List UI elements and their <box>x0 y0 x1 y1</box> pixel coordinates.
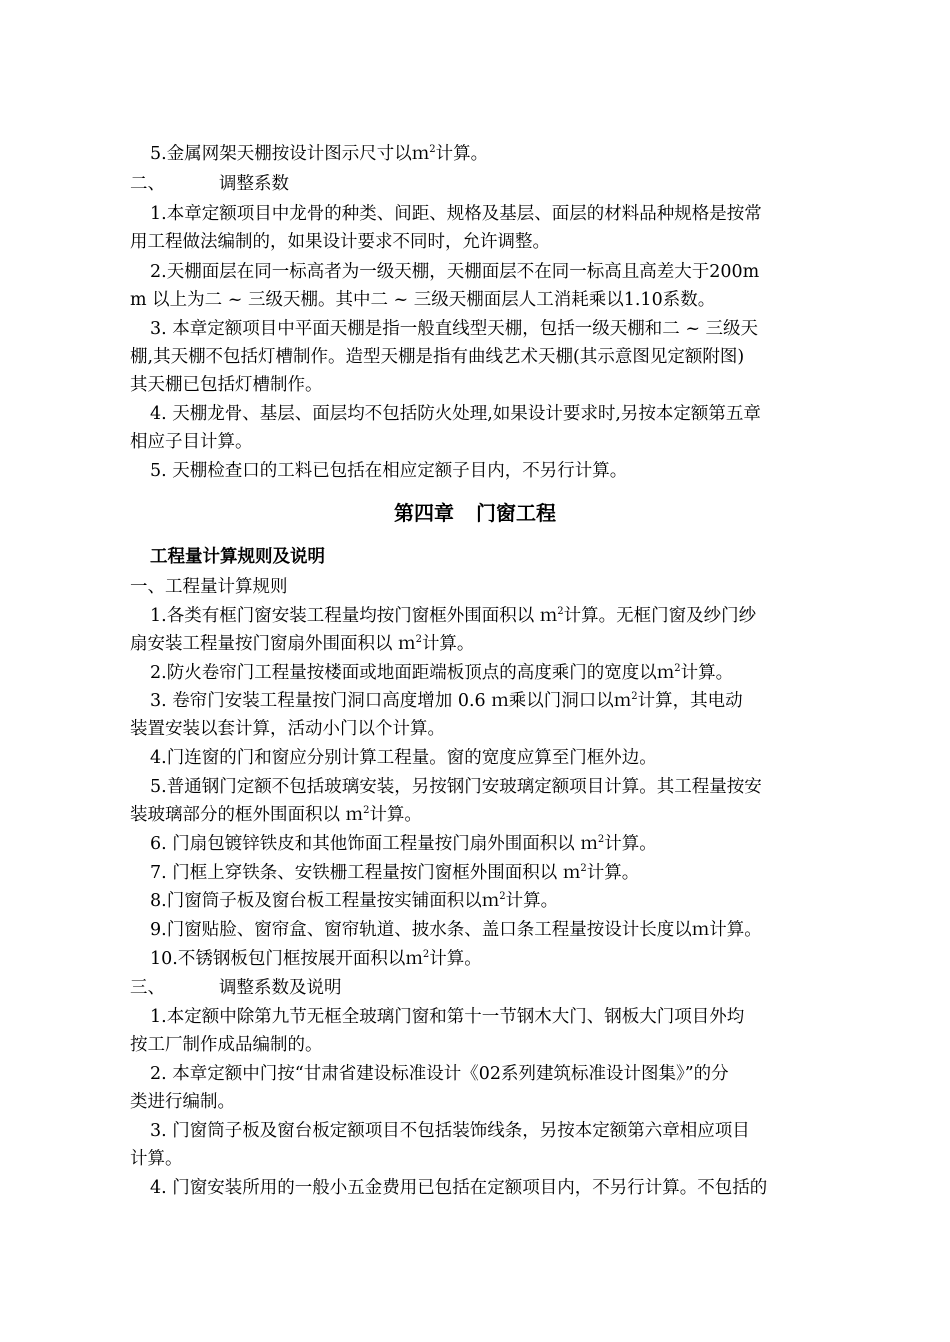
paragraph-line: 3. 门窗筒子板及窗台板定额项目不包括装饰线条，另按本定额第六章相应项目 <box>150 1121 750 1141</box>
text: 扇安装工程量按门窗扇外围面积以 ｍ <box>130 634 416 654</box>
paragraph-line: 2. 本章定额中门按“甘肃省建设标准设计《02系列建筑标准设计图集》”的分 <box>150 1064 729 1084</box>
superscript: 2 <box>429 144 436 156</box>
text: 6. 门扇包镀锌铁皮和其他饰面工程量按门扇外围面积以 ｍ <box>150 834 598 854</box>
paragraph-line <box>150 890 558 912</box>
superscript: 2 <box>674 663 681 675</box>
paragraph-line: 4.门连窗的门和窗应分别计算工程量。窗的宽度应算至门框外边。 <box>150 748 657 768</box>
paragraph-line: 装置安装以套计算，活动小门以个计算。 <box>130 719 445 739</box>
paragraph-line: 3. 本章定额项目中平面天棚是指一般直线型天棚，包括一级天棚和二 ~ 三级天 <box>150 319 759 339</box>
paragraph-line <box>130 804 422 826</box>
text: 7. 门框上穿铁条、安铁栅工程量按门窗框外围面积以 ｍ <box>150 863 581 883</box>
text: 计算。无框门窗及纱门纱 <box>563 606 757 626</box>
paragraph-line: 5.普通钢门定额不包括玻璃安装，另按钢门安玻璃定额项目计算。其工程量按安 <box>150 777 762 797</box>
text: 计算。 <box>680 663 734 683</box>
paragraph-line: 计算。 <box>130 1149 183 1169</box>
heading-calc-rules: 一、工程量计算规则 <box>130 577 288 597</box>
paragraph-line <box>150 862 639 884</box>
chapter-title <box>0 500 950 526</box>
subheading: 工程量计算规则及说明 <box>150 547 325 567</box>
paragraph-line: 类进行编制。 <box>130 1092 235 1112</box>
heading-number: 二、 <box>130 174 165 194</box>
paragraph-line <box>130 633 474 655</box>
text: 5.金属网架天棚按设计图示尺寸以ｍ <box>150 144 430 164</box>
text: 8.门窗筒子板及窗台板工程量按实铺面积以ｍ <box>150 891 500 911</box>
heading-adjust-coefficients <box>130 173 289 195</box>
text: 计算，其电动 <box>637 691 743 711</box>
text: 计算。 <box>429 949 482 969</box>
superscript: 2 <box>557 606 564 618</box>
superscript: 2 <box>422 949 430 961</box>
heading-text: 调整系数 <box>219 174 289 194</box>
text: 1.各类有框门窗安装工程量均按门窗框外围面积以 ｍ <box>150 606 558 626</box>
paragraph-line: 4. 门窗安装所用的一般小五金费用已包括在定额项目内，不另行计算。不包括的 <box>150 1178 768 1198</box>
chapter-number: 第四章 <box>394 501 454 525</box>
text: 10.不锈钢板包门框按展开面积以ｍ <box>150 949 423 969</box>
paragraph-line <box>150 662 733 684</box>
paragraph-line: 2.天棚面层在同一标高者为一级天棚，天棚面层不在同一标高且高差大于200m <box>150 262 760 282</box>
paragraph-line: 用工程做法编制的，如果设计要求不同时，允许调整。 <box>130 232 550 252</box>
paragraph-line: 5. 天棚检查口的工料已包括在相应定额子目内，不另行计算。 <box>150 461 628 481</box>
paragraph-line <box>150 948 482 970</box>
paragraph-line <box>150 833 657 855</box>
text: 计算。 <box>586 863 640 883</box>
paragraph-line: 按工厂制作成品编制的。 <box>130 1035 323 1055</box>
paragraph-line <box>150 690 743 712</box>
superscript: 2 <box>415 634 422 646</box>
paragraph-line: 1.本定额中除第九节无框全玻璃门窗和第十一节钢木大门、钢板大门项目外均 <box>150 1007 745 1027</box>
text: 计算。 <box>421 634 475 654</box>
heading-text: 调整系数及说明 <box>219 978 342 998</box>
text: 计算。 <box>604 834 657 854</box>
superscript: 2 <box>499 891 506 903</box>
paragraph-line: m 以上为二 ~ 三级天棚。其中二 ~ 三级天棚面层人工消耗乘以1.10系数。 <box>130 290 716 310</box>
text: 计算。 <box>505 891 559 911</box>
text: 计算。 <box>369 805 422 825</box>
paragraph-line <box>150 605 756 627</box>
superscript: 2 <box>631 691 638 703</box>
text: 计算。 <box>435 144 489 164</box>
text: 2.防火卷帘门工程量按楼面或地面距端板顶点的高度乘门的宽度以ｍ <box>150 663 675 683</box>
superscript: 2 <box>597 834 605 846</box>
paragraph-line: 其天棚已包括灯槽制作。 <box>130 375 323 395</box>
superscript: 2 <box>363 805 370 817</box>
heading-number: 三、 <box>130 978 165 998</box>
text: 3. 卷帘门安装工程量按门洞口高度增加 0.6 ｍ乘以门洞口以ｍ <box>150 691 632 711</box>
superscript: 2 <box>580 863 587 875</box>
paragraph-line: 相应子目计算。 <box>130 432 253 452</box>
heading-adjust-notes <box>130 977 342 999</box>
text: 装玻璃部分的框外围面积以 ｍ <box>130 805 364 825</box>
paragraph-line: 棚,其天棚不包括灯槽制作。造型天棚是指有曲线艺术天棚(其示意图见定额附图) <box>130 347 745 367</box>
ceiling-item-5 <box>150 143 488 165</box>
chapter-name: 门窗工程 <box>476 501 556 525</box>
paragraph-line: 1.本章定额项目中龙骨的种类、间距、规格及基层、面层的材料品种规格是按常 <box>150 204 762 224</box>
paragraph-line: 9.门窗贴脸、窗帘盒、窗帘轨道、披水条、盖口条工程量按设计长度以ｍ计算。 <box>150 920 762 940</box>
paragraph-line: 4. 天棚龙骨、基层、面层均不包括防火处理,如果设计要求时,另按本定额第五章 <box>150 404 761 424</box>
